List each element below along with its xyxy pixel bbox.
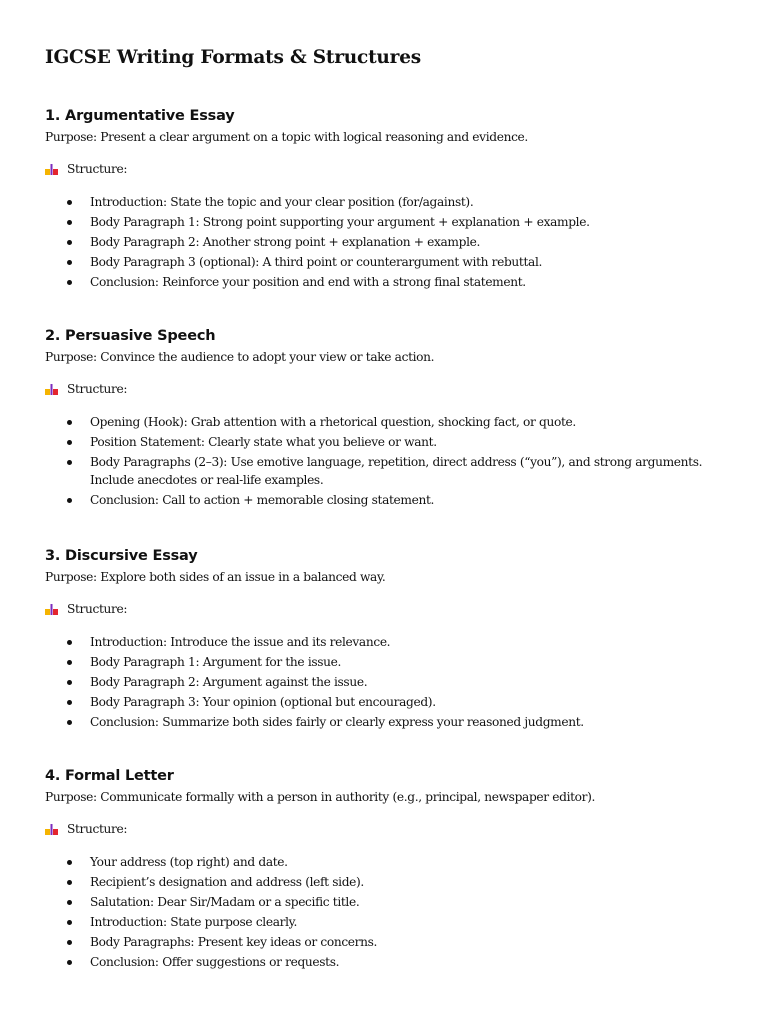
structure-item-text: Your address (top right) and date. [90,855,288,869]
structure-list-item [45,633,725,651]
section-formal-letter [45,766,725,973]
bullet-dot-icon [67,900,72,905]
structure-item-text: Conclusion: Offer suggestions or requests. [90,955,340,969]
structure-item-text: Body Paragraph 1: Argument for the issue. [90,655,342,669]
structure-item-text: Body Paragraphs: Present key ideas or concerns. [90,935,378,949]
structure-list-item [45,653,725,671]
structure-item-text: Body Paragraph 2: Argument against the issue. [90,675,368,689]
section-argumentative-essay [45,106,725,293]
structure-list-item [45,913,725,931]
bullet-dot-icon [67,960,72,965]
structure-list-item [45,233,725,251]
structure-list-item [45,693,725,711]
bullet-dot-icon [67,498,72,503]
bullet-dot-icon [67,640,72,645]
section-purpose: Purpose: Present a clear argument on a topic with logical reasoning and evidence. [45,130,528,144]
structure-list [45,193,725,291]
structure-list-item [45,873,725,891]
structure-label-row [45,820,725,838]
bullet-dot-icon [67,680,72,685]
bullet-dot-icon [67,260,72,265]
structure-list-item [45,673,725,691]
bullet-dot-icon [67,720,72,725]
bullet-dot-icon [67,240,72,245]
section-heading: 4. Formal Letter [45,768,174,784]
bullet-dot-icon [67,200,72,205]
structure-label: Structure: [67,602,128,616]
bullet-dot-icon [67,440,72,445]
structure-item-text: Introduction: State the topic and your clear position (for/against). [90,195,474,209]
structure-list-item [45,413,725,431]
structure-list-item [45,213,725,231]
bullet-dot-icon [67,420,72,425]
structure-bullet-icon [45,384,58,395]
structure-bullet-icon [45,164,58,175]
bullet-dot-icon [67,920,72,925]
structure-list [45,853,725,971]
bullet-dot-icon [67,280,72,285]
section-discursive-essay [45,546,725,733]
section-heading: 1. Argumentative Essay [45,108,235,124]
structure-list-item [45,193,725,211]
structure-item-text: Body Paragraph 2: Another strong point + explanation + example. [90,235,481,249]
bullet-dot-icon [67,700,72,705]
structure-label: Structure: [67,162,128,176]
structure-list-item [45,853,725,871]
structure-item-text: Body Paragraph 3: Your opinion (optional but encouraged). [90,695,436,709]
structure-item-text: Recipient’s designation and address (left side). [90,875,364,889]
structure-list-item [45,491,725,509]
structure-label-row [45,380,725,398]
structure-label: Structure: [67,822,128,836]
structure-item-text: Salutation: Dear Sir/Madam or a specific title. [90,895,360,909]
structure-list-item [45,253,725,271]
structure-item-text: Introduction: Introduce the issue and its relevance. [90,635,391,649]
bullet-dot-icon [67,940,72,945]
bullet-dot-icon [67,220,72,225]
structure-item-text: Conclusion: Call to action + memorable closing statement. [90,493,435,507]
structure-list-item [45,433,725,451]
structure-list [45,633,725,731]
section-persuasive-speech [45,326,725,511]
document-title: IGCSE Writing Formats & Structures [45,47,422,68]
bullet-dot-icon [67,460,72,465]
structure-list-item [45,893,725,911]
structure-item-text: Introduction: State purpose clearly. [90,915,298,929]
section-purpose: Purpose: Convince the audience to adopt your view or take action. [45,350,435,364]
structure-item-text: Conclusion: Reinforce your position and end with a strong final statement. [90,275,526,289]
structure-label-row [45,160,725,178]
bullet-dot-icon [67,880,72,885]
section-heading: 3. Discursive Essay [45,548,198,564]
bullet-dot-icon [67,860,72,865]
bullet-dot-icon [67,660,72,665]
structure-item-text: Body Paragraph 1: Strong point supporting your argument + explanation + example. [90,215,590,229]
section-purpose: Purpose: Communicate formally with a person in authority (e.g., principal, newspaper editor). [45,790,596,804]
section-heading: 2. Persuasive Speech [45,328,216,344]
structure-list-item [45,273,725,291]
structure-list-item [45,953,725,971]
structure-list-item [45,933,725,951]
section-purpose: Purpose: Explore both sides of an issue in a balanced way. [45,570,386,584]
structure-bullet-icon [45,604,58,615]
structure-list [45,413,725,509]
structure-list-item [45,453,725,489]
structure-label: Structure: [67,382,128,396]
structure-item-text: Body Paragraph 3 (optional): A third point or counterargument with rebuttal. [90,255,543,269]
structure-item-text: Body Paragraphs (2–3): Use emotive language, repetition, direct address (“you”), and strong arguments. Include anecdotes or real-life examples. [90,455,703,487]
structure-item-text: Conclusion: Summarize both sides fairly or clearly express your reasoned judgment. [90,715,584,729]
structure-list-item [45,713,725,731]
structure-item-text: Opening (Hook): Grab attention with a rhetorical question, shocking fact, or quote. [90,415,576,429]
structure-item-text: Position Statement: Clearly state what you believe or want. [90,435,437,449]
structure-bullet-icon [45,824,58,835]
structure-label-row [45,600,725,618]
